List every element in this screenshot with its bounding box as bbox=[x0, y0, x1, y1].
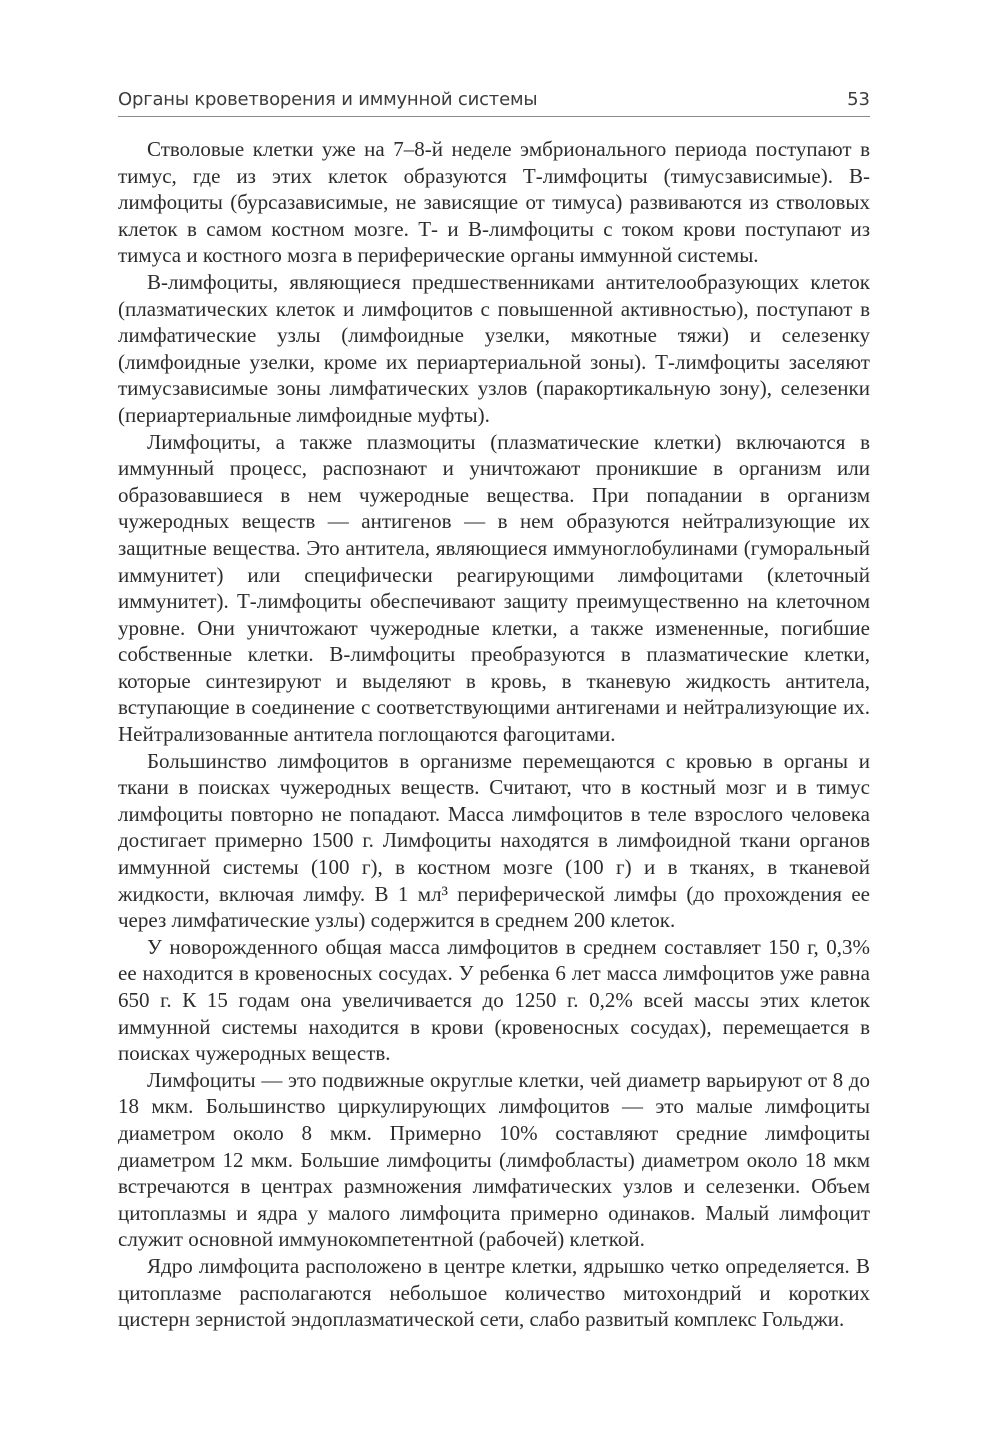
paragraph: У новорожденного общая масса лимфоцитов в среднем составляет 150 г, 0,3% ее находится в кровеносных сосудах. У ребенка 6 лет масса лимфоцитов уже равна 650 г. К 15 годам она увеличивается до 1250 г. 0,2% всей массы этих клеток иммунной системы находится в крови (кровеносных сосудах), перемещается в поисках чужеродных веществ. bbox=[118, 934, 870, 1066]
paragraph: Лимфоциты — это подвижные округлые клетки, чей диаметр варьируют от 8 до 18 мкм. Большинство циркулирующих лимфоцитов — это малые лимфоциты диаметром около 8 мкм. Примерно 10% составляют средние лимфоциты диаметром 12 мкм. Большие лимфоциты (лимфобласты) диаметром около 18 мкм встречаются в центрах размножения лимфатических узлов и селезенки. Объем цитоплазмы и ядра у малого лимфоцита примерно одинаков. Малый лимфоцит служит основной иммунокомпетентной (рабочей) клеткой. bbox=[118, 1067, 870, 1252]
paragraph: Большинство лимфоцитов в организме перемещаются с кровью в органы и ткани в поисках чужеродных веществ. Считают, что в костный мозг и в тимус лимфоциты повторно не попадают. Масса лимфоцитов в теле взрослого человека достигает примерно 1500 г. Лимфоциты находятся в лимфоидной ткани органов иммунной системы (100 г), в костном мозге (100 г) и в тканях, в тканевой жидкости, включая лимфу. В 1 мл³ периферической лимфы (до прохождения ее через лимфатические узлы) содержится в среднем 200 клеток. bbox=[118, 748, 870, 933]
paragraph: Лимфоциты, а также плазмоциты (плазматические клетки) включаются в иммунный процесс, распознают и уничтожают проникшие в организм или образовавшиеся в нем чужеродные вещества. При попадании в организм чужеродных веществ — антигенов — в нем образуются нейтрализующие их защитные вещества. Это антитела, являющиеся иммуноглобулинами (гуморальный иммунитет) или специфически реагирующими лимфоцитами (клеточный иммунитет). Т-лимфоциты обеспечивают защиту преимущественно на клеточном уровне. Они уничтожают чужеродные клетки, а также измененные, погибшие собственные клетки. В-лимфоциты преобразуются в плазматические клетки, которые синтезируют и выделяют в кровь, в тканевую жидкость антитела, вступающие в соединение с соответствующими антигенами и нейтрализующие их. Нейтрализованные антитела поглощаются фагоцитами. bbox=[118, 429, 870, 747]
running-header bbox=[118, 86, 870, 117]
body-text bbox=[118, 136, 870, 1333]
page-number: 53 bbox=[847, 89, 870, 110]
paragraph: В-лимфоциты, являющиеся предшественниками антителообразующих клеток (плазматических клеток и лимфоцитов с повышенной активностью), поступают в лимфатические узлы (лимфоидные узелки, мякотные тяжи) и селезенку (лимфоидные узелки, кроме их периартериальной зоны). Т-лимфоциты заселяют тимусзависимые зоны лимфатических узлов (паракортикальную зону), селезенки (периартериальные лимфоидные муфты). bbox=[118, 269, 870, 427]
paragraph: Ядро лимфоцита расположено в центре клетки, ядрышко четко определяется. В цитоплазме располагаются небольшое количество митохондрий и коротких цистерн зернистой эндоплазматической сети, слабо развитый комплекс Гольджи. bbox=[118, 1253, 870, 1332]
paragraph: Стволовые клетки уже на 7–8-й неделе эмбрионального периода поступают в тимус, где из этих клеток образуются Т-лимфоциты (тимусзависимые). В-лимфоциты (бурсазависимые, не зависящие от тимуса) развиваются из стволовых клеток в самом костном мозге. Т- и В-лимфоциты с током крови поступают из тимуса и костного мозга в периферические органы иммунной системы. bbox=[118, 137, 870, 268]
section-title: Органы кроветворения и иммунной системы bbox=[118, 89, 538, 110]
